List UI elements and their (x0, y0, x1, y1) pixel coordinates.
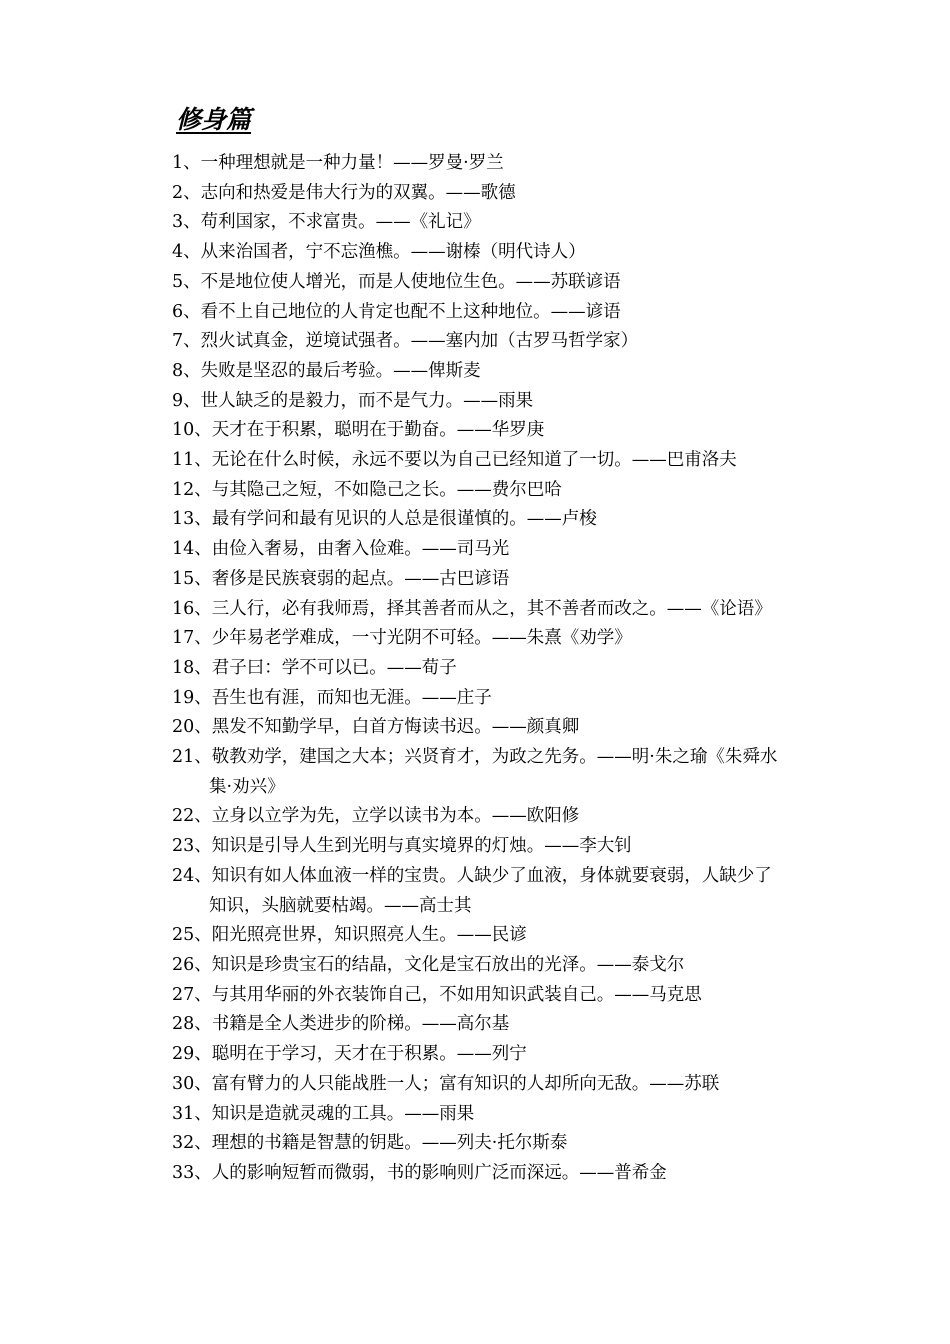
list-item (172, 1070, 822, 1100)
quote-text: 17、少年易老学难成，一寸光阴不可轻。——朱熹《劝学》 (172, 628, 632, 649)
list-item (172, 713, 822, 743)
quote-text: 5、不是地位使人增光，而是人使地位生色。——苏联谚语 (172, 271, 621, 292)
quote-text: 23、知识是引导人生到光明与真实境界的灯烛。——李大钊 (172, 836, 632, 857)
list-item (172, 446, 822, 476)
list-item (172, 1100, 822, 1130)
list-item (172, 832, 822, 862)
list-item (172, 208, 822, 238)
page-title: 修身篇 (176, 105, 252, 134)
quote-text: 14、由俭入奢易，由奢入俭难。——司马光 (172, 539, 510, 560)
quote-text: 30、富有臂力的人只能战胜一人；富有知识的人却所向无敌。——苏联 (172, 1073, 720, 1094)
quote-list (172, 149, 822, 1189)
quote-text: 22、立身以立学为先，立学以读书为本。——欧阳修 (172, 806, 580, 827)
list-item (172, 684, 822, 714)
quote-text: 33、人的影响短暂而微弱，书的影响则广泛而深远。——普希金 (172, 1162, 667, 1183)
quote-text: 2、志向和热爱是伟大行为的双翼。——歌德 (172, 182, 516, 203)
quote-continuation: 知识，头脑就要枯竭。——高士其 (209, 895, 472, 916)
list-item (172, 298, 822, 328)
quote-text: 24、知识有如人体血液一样的宝贵。人缺少了血液，身体就要衰弱，人缺少了 (172, 865, 772, 886)
list-item (172, 624, 822, 654)
quote-text: 28、书籍是全人类进步的阶梯。——高尔基 (172, 1014, 510, 1035)
quote-text: 29、聪明在于学习，天才在于积累。——列宁 (172, 1044, 527, 1065)
quote-text: 10、天才在于积累，聪明在于勤奋。——华罗庚 (172, 420, 545, 441)
quote-text: 26、知识是珍贵宝石的结晶，文化是宝石放出的光泽。——泰戈尔 (172, 954, 685, 975)
quote-text: 21、敬教劝学，建国之大本；兴贤育才，为政之先务。——明·朱之瑜《朱舜水 (172, 747, 778, 768)
quote-text: 11、无论在什么时候，永远不要以为自己已经知道了一切。——巴甫洛夫 (172, 450, 737, 471)
quote-text: 8、失败是坚忍的最后考验。——俾斯麦 (172, 360, 481, 381)
quote-text: 3、苟利国家，不求富贵。——《礼记》 (172, 212, 481, 233)
list-item (172, 654, 822, 684)
list-item (172, 981, 822, 1011)
quote-text: 18、君子曰：学不可以已。——荀子 (172, 657, 457, 678)
list-item (172, 327, 822, 357)
quote-text: 4、从来治国者，宁不忘渔樵。——谢榛（明代诗人） (172, 242, 586, 263)
quote-text: 16、三人行，必有我师焉，择其善者而从之，其不善者而改之。——《论语》 (172, 598, 772, 619)
quote-text: 9、世人缺乏的是毅力，而不是气力。——雨果 (172, 390, 534, 411)
list-item (172, 268, 822, 298)
list-item (172, 387, 822, 417)
list-item (172, 238, 822, 268)
list-item (172, 357, 822, 387)
quote-text: 32、理想的书籍是智慧的钥匙。——列夫·托尔斯泰 (172, 1133, 568, 1154)
quote-text: 25、阳光照亮世界，知识照亮人生。——民谚 (172, 925, 527, 946)
quote-text: 15、奢侈是民族衰弱的起点。——古巴谚语 (172, 568, 510, 589)
list-item (172, 1040, 822, 1070)
list-item (172, 149, 822, 179)
list-item (172, 179, 822, 209)
quote-text: 27、与其用华丽的外衣装饰自己，不如用知识武装自己。——马克思 (172, 984, 702, 1005)
quote-text: 20、黑发不知勤学早，白首方悔读书迟。——颜真卿 (172, 717, 580, 738)
list-item (172, 1010, 822, 1040)
list-item (172, 862, 822, 921)
quote-text: 12、与其隐己之短，不如隐己之长。——费尔巴哈 (172, 479, 562, 500)
list-item (172, 416, 822, 446)
list-item (172, 476, 822, 506)
list-item (172, 565, 822, 595)
quote-text: 31、知识是造就灵魂的工具。——雨果 (172, 1103, 475, 1124)
list-item (172, 595, 822, 625)
quote-text: 6、看不上自己地位的人肯定也配不上这种地位。——谚语 (172, 301, 621, 322)
list-item (172, 743, 822, 802)
quote-text: 13、最有学问和最有见识的人总是很谨慎的。——卢梭 (172, 509, 597, 530)
quote-text: 1、一种理想就是一种力量！——罗曼·罗兰 (172, 153, 504, 173)
quote-text: 19、吾生也有涯，而知也无涯。——庄子 (172, 687, 492, 708)
list-item (172, 505, 822, 535)
list-item (172, 951, 822, 981)
list-item (172, 1129, 822, 1159)
list-item (172, 921, 822, 951)
list-item (172, 1159, 822, 1189)
quote-text: 7、烈火试真金，逆境试强者。——塞内加（古罗马哲学家） (172, 331, 639, 352)
quote-continuation: 集·劝兴》 (209, 776, 285, 797)
list-item (172, 802, 822, 832)
list-item (172, 535, 822, 565)
